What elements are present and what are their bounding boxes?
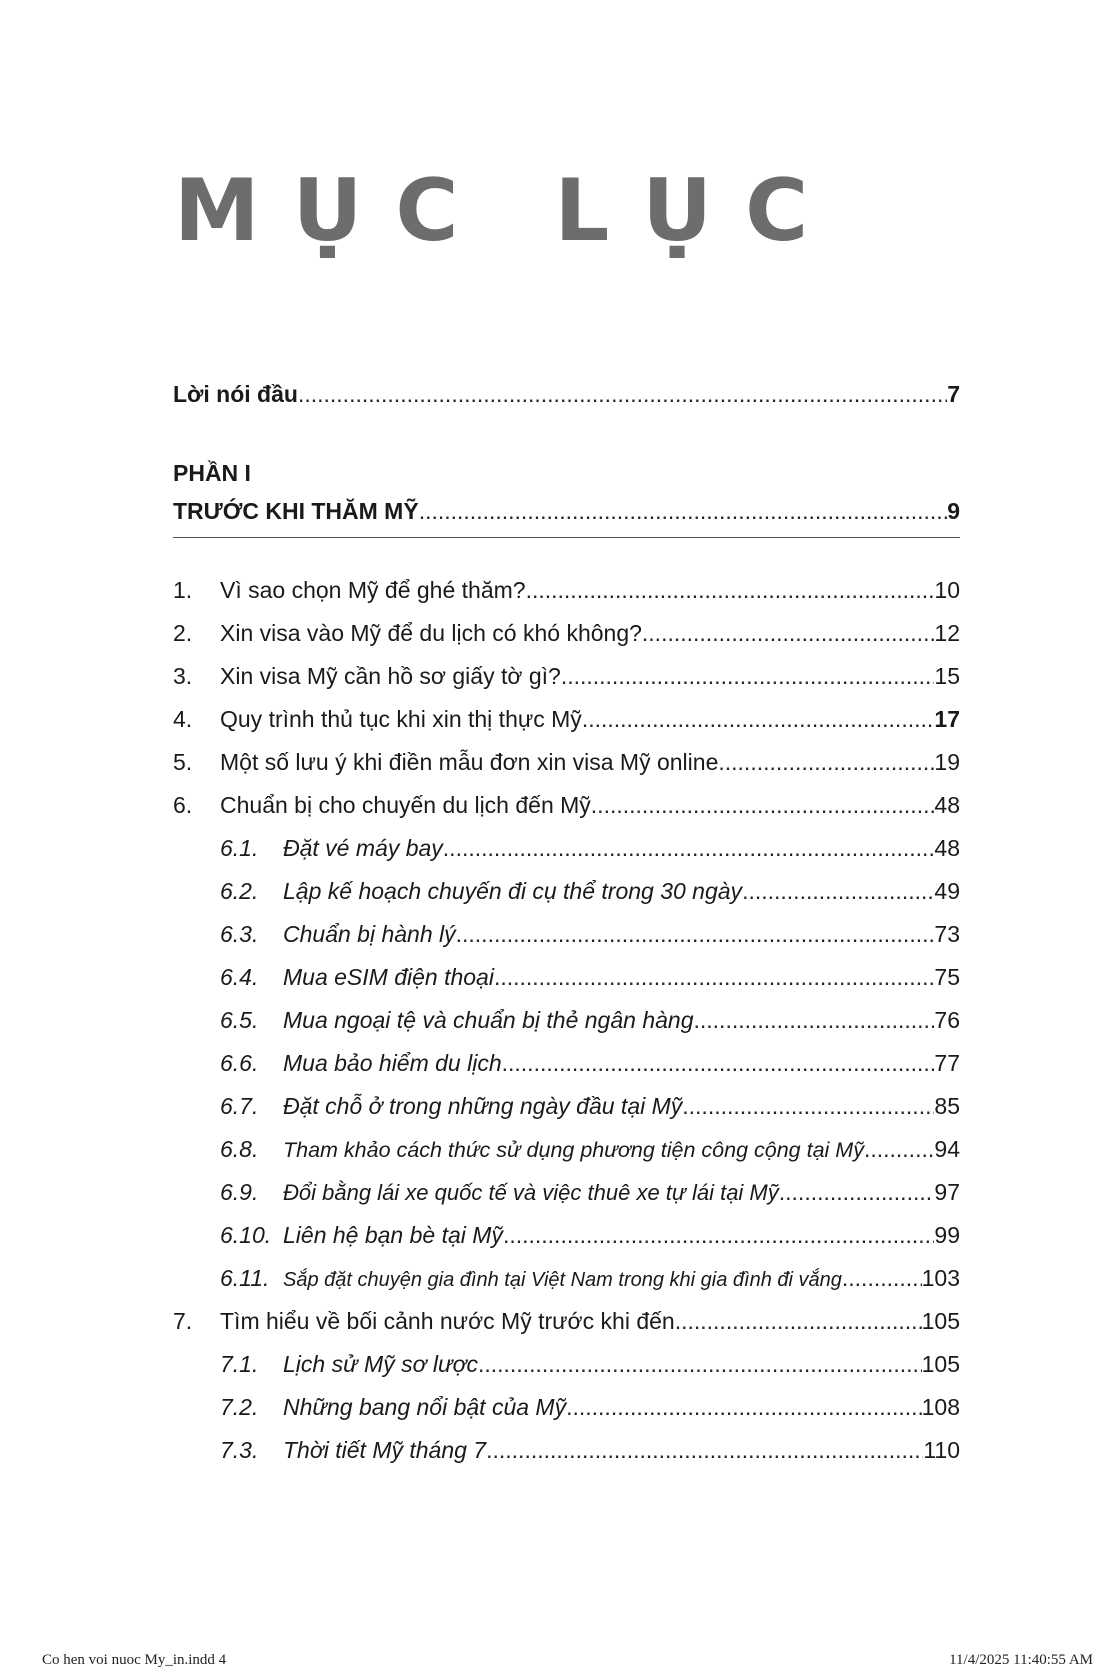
toc-entry-preface[interactable] (173, 376, 960, 412)
toc-entry-number: 3. (173, 663, 193, 689)
dot-leader (443, 830, 935, 866)
dot-leader (456, 916, 935, 952)
dot-leader (591, 787, 935, 823)
toc-entry-text: Chuẩn bị hành lý (283, 921, 456, 947)
toc-entry-number: 4. (173, 706, 193, 732)
toc-entry-text: TRƯỚC KHI THĂM MỸ (173, 498, 419, 524)
toc-entry-number: 2. (173, 620, 193, 646)
dot-leader (675, 1303, 922, 1339)
toc-entry-text: Xin visa vào Mỹ để du lịch có khó không? (220, 620, 642, 646)
toc-entry-text: Lập kế hoạch chuyến đi cụ thể trong 30 ngày (283, 878, 743, 904)
toc-entry-section[interactable] (220, 1131, 960, 1167)
toc-entry-page: 73 (934, 921, 960, 947)
toc-entry-page: 110 (923, 1437, 960, 1463)
dot-leader (742, 873, 934, 909)
toc-entry-section[interactable] (220, 1002, 960, 1038)
toc-entry-page: 99 (934, 1222, 960, 1248)
toc-entry-text: Vì sao chọn Mỹ để ghé thăm? (220, 577, 526, 603)
page-title: MỤC LỤC (174, 161, 842, 261)
toc-entry-page: 17 (934, 706, 960, 732)
toc-entry-section[interactable] (220, 1045, 960, 1081)
toc-entry-text: Một số lưu ý khi điền mẫu đơn xin visa Mỹ online (220, 749, 719, 775)
toc-entry-page: 75 (934, 964, 960, 990)
toc-entry-number: 6.1. (220, 835, 259, 861)
toc-entry-text: Mua ngoại tệ và chuẩn bị thẻ ngân hàng (283, 1007, 694, 1033)
toc-entry-number: 6.7. (220, 1093, 259, 1119)
toc-entry-page: 108 (921, 1394, 960, 1420)
toc-entry-page: 85 (934, 1093, 960, 1119)
toc-entry-number: 6.4. (220, 964, 259, 990)
dot-leader (503, 1217, 934, 1253)
dot-leader (779, 1174, 935, 1210)
toc-entry-section[interactable] (220, 916, 960, 952)
toc-entry-text: Đổi bằng lái xe quốc tế và việc thuê xe tự lái tại Mỹ (283, 1180, 779, 1205)
toc-entry-page: 94 (934, 1136, 960, 1162)
footer-timestamp: 11/4/2025 11:40:55 AM (949, 1652, 1093, 1668)
toc-entry-section[interactable] (220, 1346, 960, 1382)
part-label: PHẦN I (173, 460, 251, 486)
toc-entry-page: 10 (934, 577, 960, 603)
toc-entry-section[interactable] (220, 1088, 960, 1124)
toc-entry-page: 76 (934, 1007, 960, 1033)
toc-entry-text: Tham khảo cách thức sử dụng phương tiện công cộng tại Mỹ (283, 1138, 864, 1162)
toc-entry-text: Lời nói đầu (173, 381, 298, 407)
toc-entry-text: Tìm hiểu về bối cảnh nước Mỹ trước khi đến (220, 1308, 675, 1334)
toc-entry-text: Quy trình thủ tục khi xin thị thực Mỹ (220, 706, 582, 732)
dot-leader (526, 572, 935, 608)
dot-leader (682, 1088, 934, 1124)
toc-entry-page: 19 (934, 749, 960, 775)
toc-entry-page: 105 (921, 1351, 960, 1377)
toc-entry-chapter[interactable] (173, 1303, 960, 1339)
toc-entry-number: 6.6. (220, 1050, 259, 1076)
toc-entry-part-title[interactable] (173, 493, 960, 529)
toc-entry-number: 6. (173, 792, 193, 818)
toc-entry-page: 9 (947, 498, 960, 524)
toc-entry-text: Lịch sử Mỹ sơ lược (283, 1351, 478, 1377)
toc-entry-number: 5. (173, 749, 193, 775)
toc-entry-section[interactable] (220, 830, 960, 866)
dot-leader (642, 615, 935, 651)
toc-entry-chapter[interactable] (173, 701, 960, 737)
toc-entry-page: 15 (934, 663, 960, 689)
toc-entry-chapter[interactable] (173, 572, 960, 608)
toc-entry-chapter[interactable] (173, 615, 960, 651)
dot-leader (494, 959, 934, 995)
toc-entry-section[interactable] (220, 959, 960, 995)
dot-leader (298, 376, 947, 412)
toc-entry-number: 6.9. (220, 1179, 259, 1205)
toc-entry-page: 48 (934, 792, 960, 818)
toc-entry-chapter[interactable] (173, 744, 960, 780)
toc-entry-number: 6.5. (220, 1007, 259, 1033)
toc-entry-number: 6.10. (220, 1222, 272, 1248)
dot-leader (582, 701, 935, 737)
toc-entry-page: 12 (934, 620, 960, 646)
toc-entry-number: 7.2. (220, 1394, 259, 1420)
toc-entry-text: Xin visa Mỹ cần hồ sơ giấy tờ gì? (220, 663, 561, 689)
dot-leader (478, 1346, 922, 1382)
toc-entry-number: 6.2. (220, 878, 259, 904)
toc-entry-section[interactable] (220, 873, 960, 909)
toc-entry-number: 6.11. (220, 1265, 270, 1291)
toc-entry-page: 48 (934, 835, 960, 861)
toc-entry-page: 7 (947, 381, 960, 407)
toc-entry-text: Liên hệ bạn bè tại Mỹ (283, 1222, 503, 1248)
dot-leader (864, 1131, 934, 1167)
toc-entry-page: 77 (934, 1050, 960, 1076)
toc-entry-text: Chuẩn bị cho chuyến du lịch đến Mỹ (220, 792, 591, 818)
dot-leader (419, 493, 948, 529)
toc-entry-page: 105 (921, 1308, 960, 1334)
toc-entry-section[interactable] (220, 1217, 960, 1253)
toc-entry-number: 7. (173, 1308, 193, 1334)
toc-entry-text: Thời tiết Mỹ tháng 7 (283, 1437, 487, 1463)
dot-leader (842, 1260, 922, 1296)
part-divider (173, 537, 960, 538)
toc-entry-number: 1. (173, 577, 193, 603)
toc-entry-page: 97 (934, 1179, 960, 1205)
dot-leader (486, 1432, 923, 1468)
toc-entry-chapter[interactable] (173, 658, 960, 694)
toc-entry-number: 6.8. (220, 1136, 259, 1162)
footer-file-info: Co hen voi nuoc My_in.indd 4 (42, 1652, 227, 1668)
dot-leader (718, 744, 934, 780)
toc-entry-number: 7.1. (220, 1351, 259, 1377)
toc-entry-text: Mua bảo hiểm du lịch (283, 1050, 502, 1076)
toc-entry-text: Những bang nổi bật của Mỹ (283, 1394, 567, 1420)
toc-entry-page: 49 (934, 878, 960, 904)
dot-leader (566, 1389, 922, 1425)
toc-entry-number: 7.3. (220, 1437, 259, 1463)
toc-entry-page: 103 (921, 1265, 960, 1291)
dot-leader (561, 658, 935, 694)
toc-entry-number: 6.3. (220, 921, 259, 947)
dot-leader (694, 1002, 935, 1038)
dot-leader (502, 1045, 935, 1081)
toc-entry-text: Đặt chỗ ở trong những ngày đầu tại Mỹ (283, 1093, 683, 1119)
toc-entry-section[interactable] (220, 1260, 960, 1296)
toc-entry-text: Mua eSIM điện thoại (283, 964, 494, 990)
toc-entry-section[interactable] (220, 1389, 960, 1425)
toc-entry-chapter[interactable] (173, 787, 960, 823)
toc-entry-section[interactable] (220, 1174, 960, 1210)
toc-entry-text: Sắp đặt chuyện gia đình tại Việt Nam trong khi gia đình đi vắng (283, 1269, 842, 1291)
toc-entry-text: Đặt vé máy bay (283, 835, 443, 861)
toc-entry-section[interactable] (220, 1432, 960, 1468)
